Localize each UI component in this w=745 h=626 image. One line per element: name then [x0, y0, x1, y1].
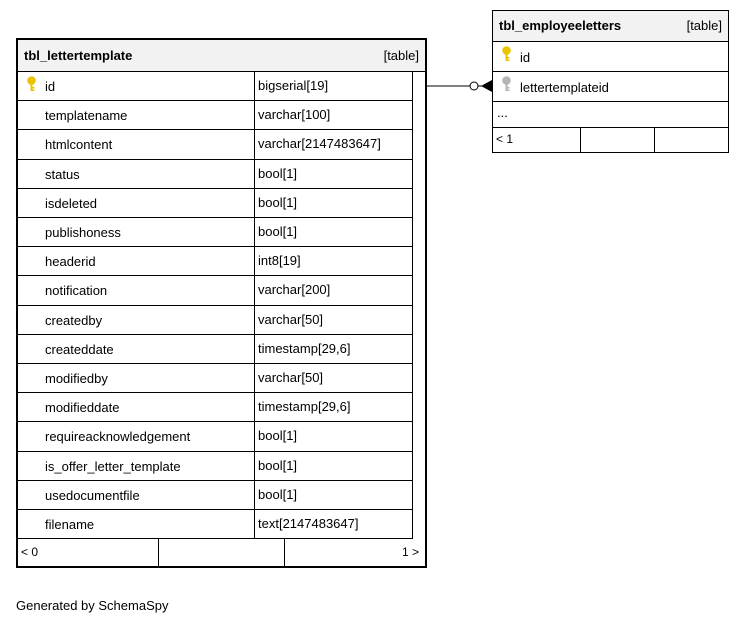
column-name: status	[45, 166, 80, 182]
column-row-requireacknowledgement[interactable]	[18, 422, 413, 451]
column-divider	[254, 101, 255, 129]
column-divider	[254, 481, 255, 509]
column-row-htmlcontent[interactable]	[18, 130, 413, 159]
column-divider	[254, 452, 255, 480]
ellipsis-text: ...	[497, 105, 508, 120]
foreign-key-icon	[501, 76, 512, 92]
column-divider	[254, 335, 255, 363]
table-footer	[493, 128, 728, 152]
column-type: timestamp[29,6]	[258, 399, 351, 415]
column-row-headerid[interactable]	[18, 247, 413, 276]
table-kind-label: [table]	[686, 18, 722, 33]
table-header	[493, 11, 728, 42]
column-row-modifieddate[interactable]	[18, 393, 413, 422]
column-type: bool[1]	[258, 194, 298, 210]
column-name: createddate	[45, 341, 114, 357]
table-lettertemplate[interactable]	[16, 38, 427, 568]
column-divider	[254, 189, 255, 217]
column-type: varchar[200]	[258, 282, 331, 298]
crowfoot-marker	[481, 80, 492, 92]
column-row-isdeleted[interactable]	[18, 189, 413, 218]
column-type: bool[1]	[258, 486, 298, 502]
column-type: text[2147483647]	[258, 516, 359, 531]
primary-key-icon	[26, 76, 37, 92]
column-row-templatename[interactable]	[18, 101, 413, 130]
column-name: createdby	[45, 312, 103, 328]
column-divider	[254, 422, 255, 450]
column-name: id	[520, 50, 531, 65]
column-name: lettertemplateid	[520, 80, 609, 95]
column-divider	[254, 247, 255, 275]
column-type: int8[19]	[258, 253, 301, 269]
column-name: publishoness	[45, 225, 121, 240]
column-type: bool[1]	[258, 457, 298, 473]
column-divider	[254, 160, 255, 188]
footer-divider	[580, 128, 581, 152]
column-name: requireacknowledgement	[45, 429, 191, 445]
footer-children-count: < 1	[496, 132, 514, 146]
column-type: varchar[100]	[258, 107, 331, 123]
column-type: timestamp[29,6]	[258, 340, 351, 356]
column-row-modifiedby[interactable]	[18, 364, 413, 393]
column-row-usedocumentfile[interactable]	[18, 481, 413, 510]
column-divider	[254, 393, 255, 421]
column-name: notification	[45, 283, 108, 299]
column-divider	[254, 510, 255, 538]
column-divider	[254, 276, 255, 304]
column-divider	[254, 130, 255, 158]
footer-divider	[158, 539, 159, 567]
column-row-lettertemplateid[interactable]	[493, 72, 728, 102]
column-divider	[254, 72, 255, 100]
column-type: varchar[50]	[258, 311, 324, 327]
column-name: filename	[45, 517, 95, 532]
column-name: htmlcontent	[45, 137, 113, 153]
column-type: varchar[2147483647]	[258, 136, 381, 152]
table-footer	[18, 539, 425, 567]
column-type: bool[1]	[258, 224, 298, 239]
column-type: bigserial[19]	[258, 78, 329, 93]
column-row-publishoness[interactable]	[18, 218, 413, 247]
column-name: usedocumentfile	[45, 487, 140, 503]
column-row-createdby[interactable]	[18, 306, 413, 335]
column-row-id[interactable]	[493, 42, 728, 72]
column-row-status[interactable]	[18, 160, 413, 189]
column-divider	[254, 306, 255, 334]
table-kind-label: [table]	[383, 48, 419, 63]
footer-children-count: < 0	[21, 545, 39, 559]
generated-by-caption: Generated by SchemaSpy	[16, 598, 169, 613]
column-divider	[254, 218, 255, 246]
zero-cardinality-marker	[470, 82, 478, 90]
more-columns-row	[493, 102, 728, 128]
column-row-filename[interactable]	[18, 510, 413, 539]
column-type: bool[1]	[258, 165, 298, 181]
column-name: id	[45, 79, 56, 94]
column-name: templatename	[45, 108, 128, 124]
right-gutter-divider	[412, 72, 413, 538]
column-row-is_offer_letter_template[interactable]	[18, 452, 413, 481]
column-row-id[interactable]	[18, 72, 413, 101]
column-type: bool[1]	[258, 428, 298, 444]
column-name: is_offer_letter_template	[45, 458, 181, 474]
column-name: headerid	[45, 254, 96, 270]
footer-divider	[284, 539, 285, 567]
table-title[interactable]: tbl_lettertemplate	[24, 48, 133, 63]
footer-parents-count: 1 >	[401, 545, 419, 559]
column-name: modifieddate	[45, 400, 120, 416]
column-name: modifiedby	[45, 371, 108, 386]
column-type: varchar[50]	[258, 370, 324, 385]
table-title[interactable]: tbl_employeeletters	[499, 18, 622, 33]
column-name: isdeleted	[45, 195, 98, 211]
column-divider	[254, 364, 255, 392]
footer-divider	[654, 128, 655, 152]
table-employeeletters[interactable]	[492, 10, 729, 153]
table-header	[18, 40, 425, 72]
column-row-notification[interactable]	[18, 276, 413, 305]
column-row-createddate[interactable]	[18, 335, 413, 364]
primary-key-icon	[501, 46, 512, 62]
